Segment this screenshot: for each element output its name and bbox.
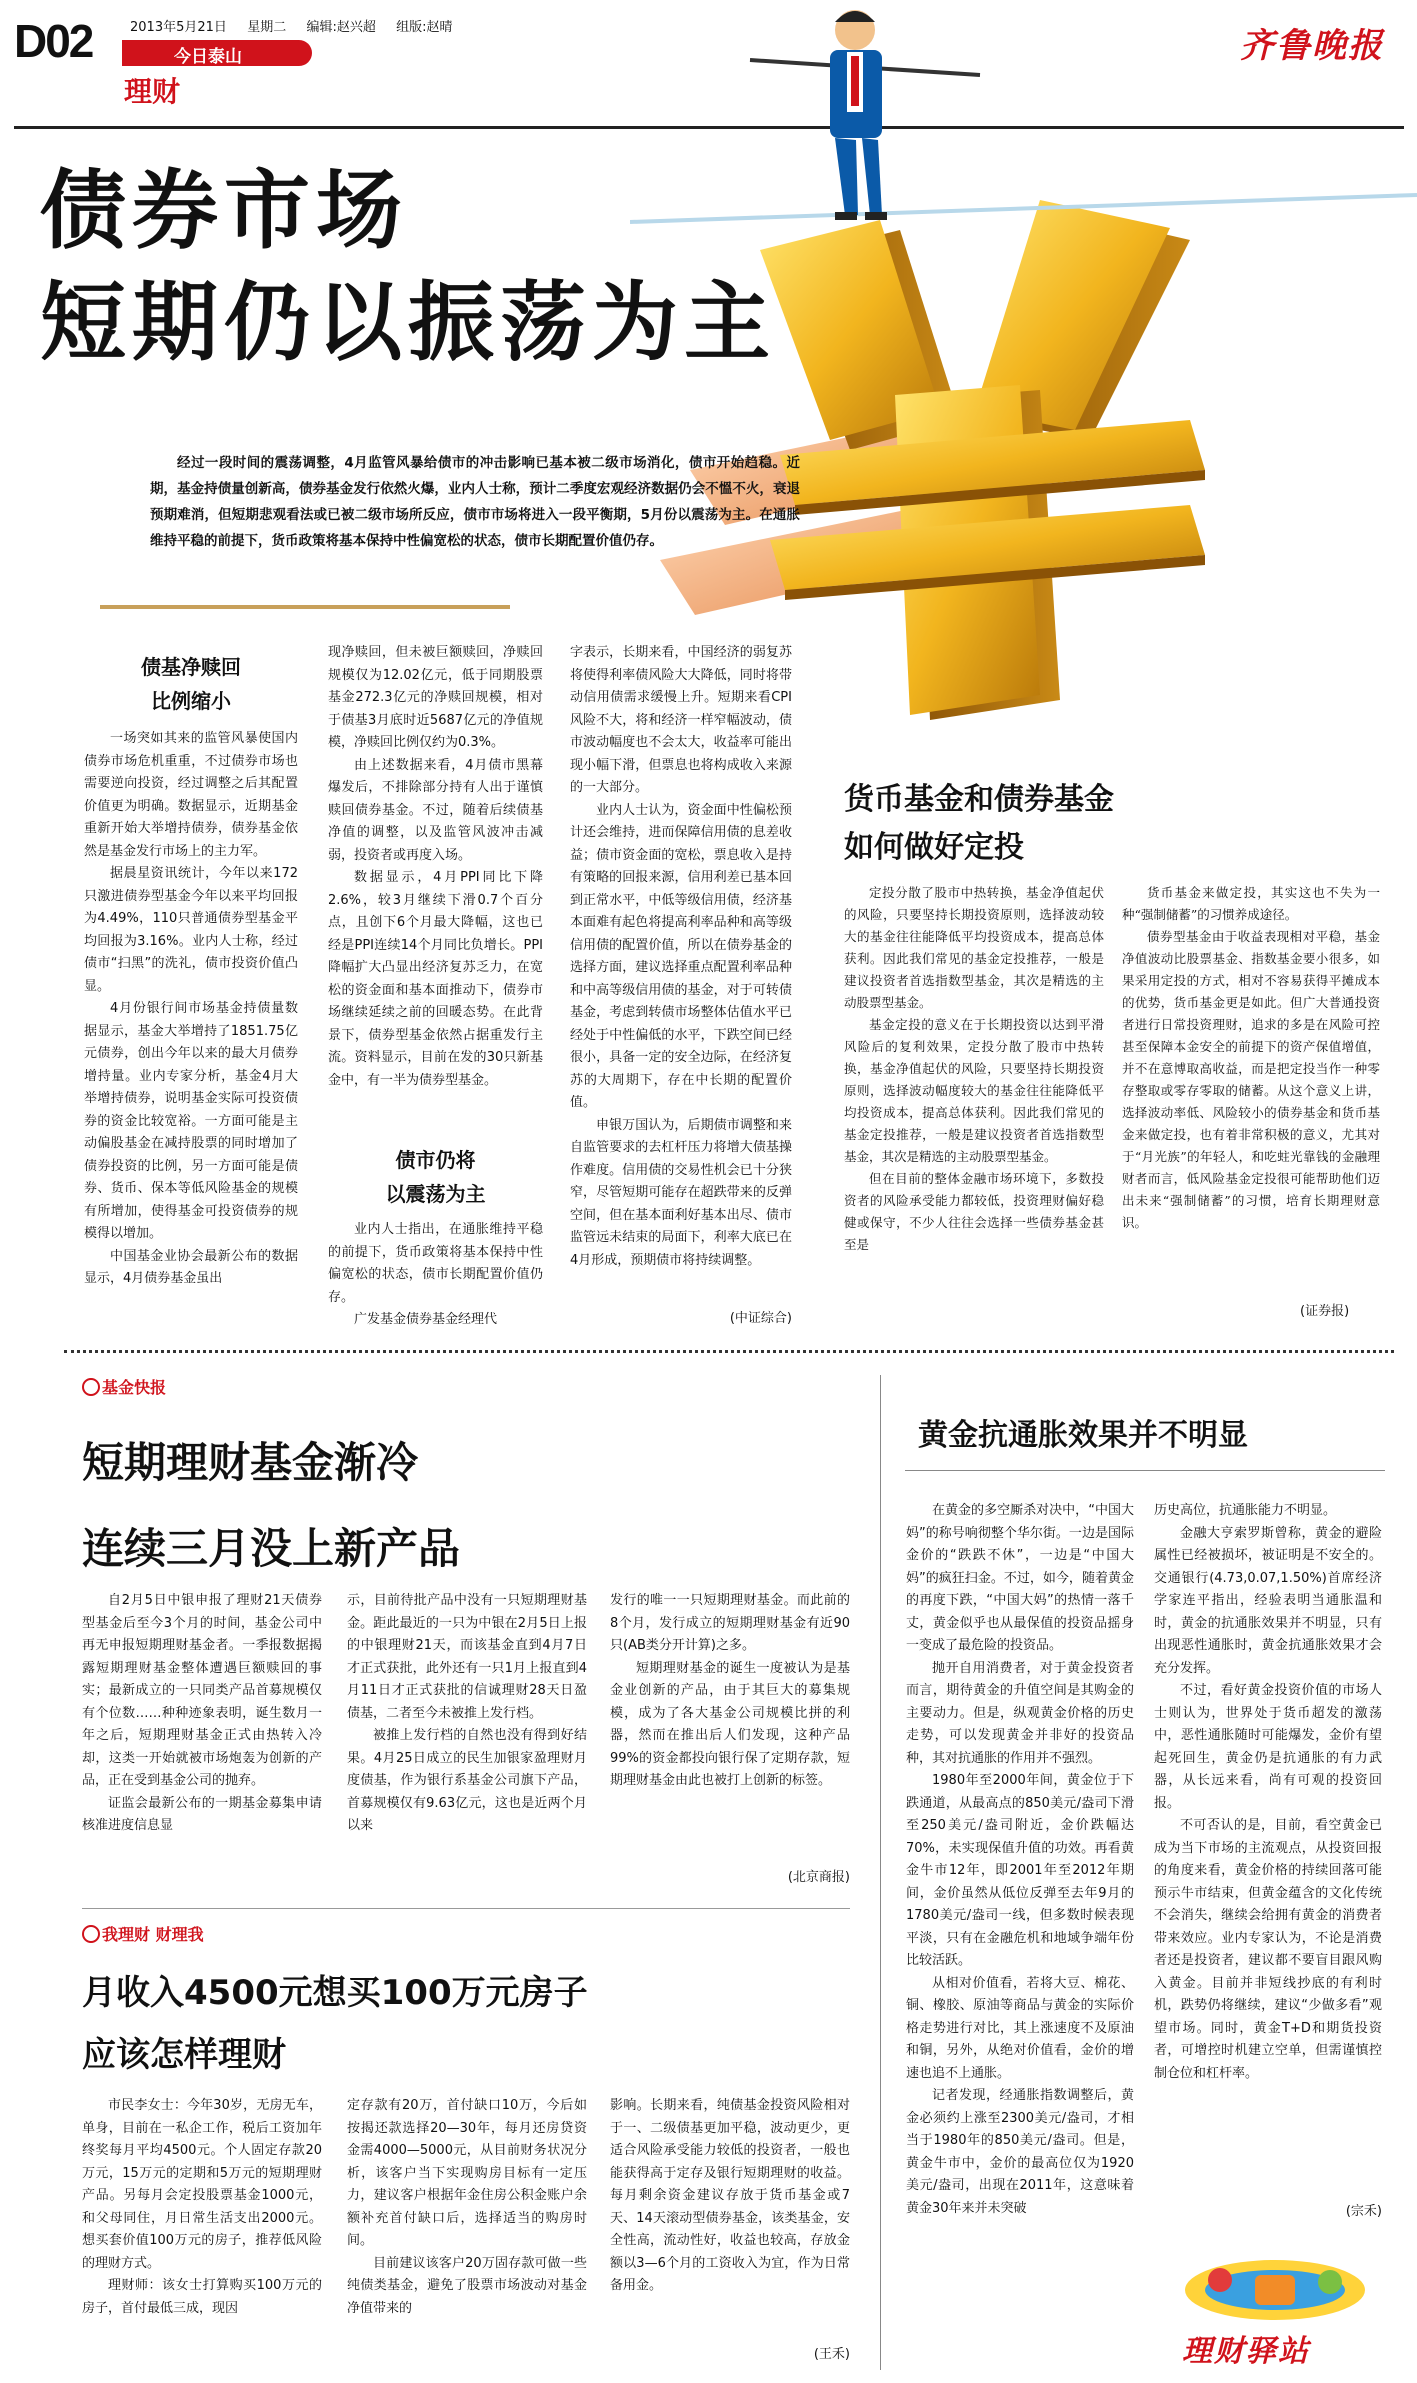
story2-source: (北京商报) [787,1870,850,1885]
story4-para: 在黄金的多空厮杀对决中，“中国大妈”的称号响彻整个华尔街。一边是国际金价的“跌跌不休”，一边是“中国大妈”的疯狂扫金。不过，如今，随着黄金的再度下跌，“中国大妈”的热情一落千丈，黄金似乎也从最保值的投资品摇身一变成了最危险的投资品。 [906,1503,1134,1653]
lead-col2-para: 业内人士指出，在通胀维持平稳的前提下，货币政策将基本保持中性偏宽松的状态，债市长期配置价值仍存。 [328,1222,543,1305]
lead-title-line2: 短期仍以振荡为主 [40,272,776,373]
summary-underline [100,605,510,609]
story2-tag-text: 基金快报 [102,1378,167,1397]
lead-subhead-1-line2: 比例缩小 [151,689,231,713]
story2-divider [82,1908,850,1909]
story4-para: 记者发现，经通胀指数调整后，黄金必须约上涨至2300美元/盎司，才相当于1980年的850美元/盎司。但是，黄金牛市中，金价的最高位仅为1920美元/盎司，出现在2011年，这意味着黄金30年来并未突破 [906,2088,1134,2216]
dingtou-box-title [844,776,1114,872]
story3-para: 定存款有20万，首付缺口10万，今后如按揭还款选择20—30年，每月还房贷资金需4000—5000元，从目前财务状况分析，该客户当下实现购房目标有一定压力，建议客户根据年金住房公积金账户余额补充首付缺口后，选择适当的购房时间。 [347,2098,587,2248]
lead-col2-para: 现净赎回，但未被巨额赎回，净赎回规模仅为12.02亿元，低于同期股票基金272.3亿元的净赎回规模，相对于债基3月底时近5687亿元的净值规模，净赎回比例仅约为0.3%。 [328,645,543,750]
story3-para: 目前建议该客户20万固存款可做一些纯债类基金，避免了股票市场波动对基金净值带来的 [347,2255,587,2316]
licai-yizhan-logo [1160,2250,1390,2370]
lead-subhead-2-line2: 以震荡为主 [385,1182,486,1206]
story2-col3 [610,1590,850,1885]
story2-para: 发行的唯一一只短期理财基金。而此前的8个月，发行成立的短期理财基金有近90只(AB类分开计算)之多。 [610,1593,850,1653]
story3-para: 市民李女士：今年30岁，无房无车，单身，目前在一私企工作，税后工资加年终奖每月平均4500元。个人固定存款20万元，15万元的定期和5万元的短期理财产品。另每月会定投股票基金1000元，和父母同住，月日常生活支出2000元。想买套价值100万元的房子，推荐低风险的理财方式。 [82,2098,322,2271]
story2-col2 [347,1590,587,1890]
lead-col2-para: 数据显示，4月PPI同比下降2.6%，较3月继续下滑0.7个百分点，且创下6个月最大降幅，这也已经是PPI连续14个月同比负增长。PPI降幅扩大凸显出经济复苏乏力，在宽松的资金面和基本面推动下，债券市场继续延续之前的回暖态势。在此背景下，债券型基金依然占据重发行主流。资料显示，目前在发的30只新基金中，有一半为债券型基金。 [328,870,543,1088]
story3-source: (王禾) [813,2347,850,2362]
story4-title-rule [905,1470,1385,1471]
story4-para: 不可否认的是，目前，看空黄金已成为当下市场的主流观点，从投资回报的角度来看，黄金价格的持续回落可能预示牛市结束，但黄金蕴含的文化传统不会消失，继续会给拥有黄金的消费者带来效应。业内专家认为，不论是消费者还是投资者，建议都不要盲目跟风购入黄金。目前并非短线抄底的有利时机，跌势仍将继续，建议“少做多看”观望市场。同时，黄金T+D和期货投资者，可增控时机建立空单，但需谨慎控制仓位和杠杆率。 [1154,1818,1382,2081]
header-meta [130,16,453,35]
lead-col3-para: 业内人士认为，资金面中性偏松预计还会维持，进而保障信用债的息差收益；债市资金面的宽松，票息收入是持有策略的回报来源，信用利差已基本回到正常水平，中低等级信用债，经济基本面难有起色将提高利率品种和高等级信用债的配置价值，所以在债券基金的选择方面，建议选择重点配置利率品种和中高等级信用债的基金，对于可转债基金，考虑到转债市场整体估值水平已经处于中性偏低的水平，下跌空间已经很小，具备一定的安全边际，在经济复苏的大周期下，存在中长期的配置价值。 [570,802,792,1110]
story4-para: 金融大亨索罗斯曾称，黄金的避险属性已经被损坏，被证明是不安全的。交通银行(4.73,0.07,1.50%)首席经济学家连平指出，经验表明当通胀温和时，黄金的抗通胀效果并不明显，只有出现恶性通胀时，黄金抗通胀效果才会充分发挥。 [1154,1525,1382,1676]
lead-col2-para: 广发基金债券基金经理代 [354,1312,498,1327]
story2-title-line2: 连续三月没上新产品 [82,1524,461,1573]
layout-editor: 组版:赵晴 [396,20,453,35]
dingtou-para: 但在目前的整体金融市场环境下，多数投资者的风险承受能力都较低，投资理财偏好稳健或保守，不少人往往会选择一些债券基金甚至是 [844,1171,1104,1252]
dingtou-box [822,770,1392,1330]
paper-logo: 齐鲁晚报 [1240,26,1384,66]
story3-para: 理财师：该女士打算购买100万元的房子，首付最低三成，现因 [82,2278,322,2316]
story4-para: 历史高位，抗通胀能力不明显。 [1154,1503,1337,1518]
story2-para: 自2月5日中银申报了理财21天债券型基金后至今3个月的时间，基金公司中再无申报短期理财基金者。一季报数据揭露短期理财基金整体遭遇巨额赎回的事实；最新成立的一只同类产品首募规模仅有个位数……种种迹象表明，诞生数月一年之后，短期理财基金正式由热转入冷却，这类一开始就被市场炮轰为创新的产品，正在受到基金公司的抛弃。 [82,1593,322,1788]
story2-para: 证监会最新公布的一期基金募集申请核准进度信息显 [82,1795,322,1833]
lead-title [40,155,776,379]
weekday: 星期二 [247,20,287,35]
issue-date: 2013年5月21日 [130,20,227,35]
lead-col2 [328,642,543,1339]
story3-col3 [610,2095,850,2362]
story2-title [82,1420,460,1592]
lead-subhead-1-line1: 债基净赎回 [141,655,241,679]
story4-col1 [906,1500,1134,2370]
dingtou-para: 基金定投的意义在于长期投资以达到平滑风险后的复利效果，定投分散了股市中热转换，基金净值起伏的风险，只要坚持长期投资原则，选择波动幅度较大的基金往往能降低平均投资成本，提高总体获利。因此我们常见的基金定投推荐，一般是建议投资者首选指数型基金，其次是精选的主动股票型基金。 [844,1017,1104,1164]
dingtou-para: 货币基金来做定投，其实这也不失为一种“强制储蓄”的习惯养成途径。 [1122,885,1380,922]
story4-para: 不过，看好黄金投资价值的市场人士则认为，世界处于货币超发的激荡中，恶性通胀随时可能爆发，金价有望起死回生，黄金仍是抗通胀的有力武器，从长远来看，尚有可观的投资回报。 [1154,1683,1382,1811]
story4-title: 黄金抗通胀效果并不明显 [918,1418,1248,1453]
story3-tag [82,1922,204,1945]
story2-col1 [82,1590,322,1890]
lead-col1-para: 中国基金业协会最新公布的数据显示，4月债券基金虽出 [84,1248,298,1286]
tag-bullet-icon [82,1378,100,1396]
story4-para: 从相对价值看，若将大豆、棉花、铜、橡胶、原油等商品与黄金的实际价格走势进行对比，其上涨速度不及原油和铜，另外，从绝对价值看，金价的增速也追不上通胀。 [906,1975,1134,2081]
lead-col1-para: 4月份银行间市场基金持债量数据显示，基金大举增持了1851.75亿元债券，创出今年以来的最大月债券增持量。业内专家分析，基金4月大举增持债券，说明基金实际可投资债券的资金比较宽裕。一方面可能是主动偏股基金在减持股票的同时增加了债券投资的比例，另一方面可能是债券、货币、保本等低风险基金的规模有所增加，使得基金可投资债券的规模得以增加。 [84,1001,298,1241]
story4-para: 1980年至2000年间，黄金位于下跌通道，从最高点的850美元/盎司下滑至250美元/盎司附近，金价跌幅达70%，未实现保值升值的功效。再看黄金牛市12年，即2001年至2012年期间，金价虽然从低位反弹至去年9月的1780美元/盎司一线，但多数时候表现平淡，只有在金融危机和地域争端年份比较活跃。 [906,1773,1134,1968]
logo-text: 理财驿站 [1182,2334,1310,2369]
story3-col2 [347,2095,587,2365]
story2-tag [82,1375,166,1398]
lead-source: (中证综合) [729,1311,792,1326]
story2-para: 短期理财基金的诞生一度被认为是基金业创新的产品，由于其巨大的募集规模，成为了各大基金公司规模比拼的利器，然而在推出后人们发现，这种产品99%的资金都投向银行保了定期存款，短期理财基金由此也被打上创新的标签。 [610,1660,850,1788]
dingtou-source: (证券报) [1300,1304,1350,1319]
story3-title [82,1962,588,2086]
lead-subhead-1 [84,650,298,718]
dingtou-para: 定投分散了股市中热转换，基金净值起伏的风险，只要坚持长期投资原则，选择波动较大的基金往往能降低平均投资成本，提高总体获利。因此我们常见的基金定投推荐，一般是建议投资者首选指数型基金，其次是精选的主动股票型基金。 [844,885,1104,1010]
section-divider [64,1350,1394,1353]
story3-title-line2: 应该怎样理财 [82,2035,286,2075]
section-column: 理财 [124,75,181,108]
dingtou-title-line1: 货币基金和债券基金 [844,782,1114,817]
lead-title-line1: 债券市场 [40,160,408,261]
lead-col3 [570,642,792,1326]
section-name: 今日泰山 [174,47,242,67]
story3-para: 影响。长期来看，纯债基金投资风险相对于一、二级债基更加平稳，波动更少，更适合风险承受能力较低的投资者，一般也能获得高于定存及银行短期理财的收益。每月剩余资金建议存放于货币基金或7天、14天滚动型债券基金，该类基金，安全性高，流动性好，收益也较高，存放金额以3—6个月的工资收入为宜，作为日常备用金。 [610,2098,850,2293]
lead-col1 [84,650,298,1368]
lead-subhead-2-line1: 债市仍将 [395,1148,476,1172]
story2-title-line1: 短期理财基金渐冷 [82,1438,419,1487]
dingtou-col1 [844,882,1104,1322]
lead-col3-para: 字表示，长期来看，中国经济的弱复苏将使得利率债风险大大降低，同时将带动信用债需求缓慢上升。短期来看CPI风险不大，将和经济一样窄幅波动，债市波动幅度也不会太大，收益率可能出现小幅下滑，但票息也将构成收入来源的一大部分。 [570,645,792,795]
story4-source: (宗禾) [1345,2204,1382,2219]
page-number: D02 [14,15,93,67]
lead-subhead-2 [328,1143,543,1211]
column-divider [880,1375,881,2370]
story3-title-line1: 月收入4500元想买100万元房子 [82,1973,588,2013]
story3-tag-text: 我理财 财理我 [102,1925,204,1944]
story4-para: 抛开自用消费者，对于黄金投资者而言，期待黄金的升值空间是其购金的主要动力。但是，纵观黄金价格的历史走势，可以发现黄金并非好的投资品种，其对抗通胀的作用并不强烈。 [906,1660,1134,1766]
lead-col3-para: 申银万国认为，后期债市调整和来自监管要求的去杠杆压力将增大债基操作难度。信用债的交易性机会已十分狭窄，尽管短期可能存在超跌带来的反弹空间，但在基本面利好基本出尽、债市监管远未结束的局面下，利率大底已在4月形成，预期债市将持续调整。 [570,1117,792,1268]
editor: 编辑:赵兴超 [306,20,376,35]
dingtou-title-line2: 如何做好定投 [844,830,1024,865]
lead-summary: 经过一段时间的震荡调整，4月监管风暴给债市的冲击影响已基本被二级市场消化，债市开始趋稳。近期，基金持债量创新高，债券基金发行依然火爆，业内人士称，预计二季度宏观经济数据仍会不慍不火，衰退预期难消，但短期悲观看法或已被二级市场所反应，债市市场将进入一段平衡期，5月份以震荡为主。在通胀维持平稳的前提下，货币政策将基本保持中性偏宽松的状态，债市长期配置价值仍存。 [150,455,800,549]
story3-col1 [82,2095,322,2365]
tag-bullet-icon [82,1925,100,1943]
dingtou-para: 债券型基金由于收益表现相对平稳，基金净值波动比股票基金、指数基金要小很多，如果采用定投的方式，相对不容易获得平摊成本的优势，货币基金更是如此。但广大普通投资者进行日常投资理财，追求的多是在风险可控甚至保障本金安全的前提下的资产保值增值，并不在意博取高收益，而是把定投当作一种零存整取或零存零取的储蓄。从这个意义上讲，选择波动率低、风险较小的债券基金和货币基金来做定投，也有着非常积极的意义，尤其对于“月光族”的年轻人，和吃蛀光靠钱的金融理财者而言，低风险基金定投很可能帮助他们迈出未来“强制储蓄”的习惯，培育长期理财意识。 [1122,929,1380,1230]
dingtou-col2 [1122,882,1380,1300]
story2-para: 示，目前待批产品中没有一只短期理财基金。距此最近的一只为中银在2月5日上报的中银理财21天，而该基金直到4月7日才正式获批，此外还有一只1月上报直到4月11日才正式获批的信诚理财28天日盈债基，二者至今未被推上发行档。 [347,1593,587,1721]
logo-graphic-icon [1160,2250,1390,2330]
story4-col2 [1154,1500,1382,2219]
lead-col2-para: 由上述数据来看，4月债市黑幕爆发后，不排除部分持有人出于谨慎赎回债券基金。不过，随着后续债基净值的调整，以及监管风波冲击减弱，投资者或再度入场。 [328,757,543,863]
section-band [122,40,312,66]
lead-col1-para: 据晨星资讯统计，今年以来172只激进债券型基金今年以来平均回报为4.49%，110只普通债券型基金平均回报为3.16%。业内人士称，经过债市“扫黑”的洗礼，债市投资价值凸显。 [84,866,298,994]
lead-col1-para: 一场突如其来的监管风暴使国内债券市场危机重重，不过债券市场也需要逆向投资，经过调整之后其配置价值更为明确。数据显示，近期基金重新开始大举增持债券，债券基金依然是基金发行市场上的主力军。 [84,731,298,859]
story2-para: 被推上发行档的自然也没有得到好结果。4月25日成立的民生加银家盈理财月度债基，作为银行系基金公司旗下产品，首募规模仅有9.63亿元，这也是近两个月以来 [347,1728,587,1833]
